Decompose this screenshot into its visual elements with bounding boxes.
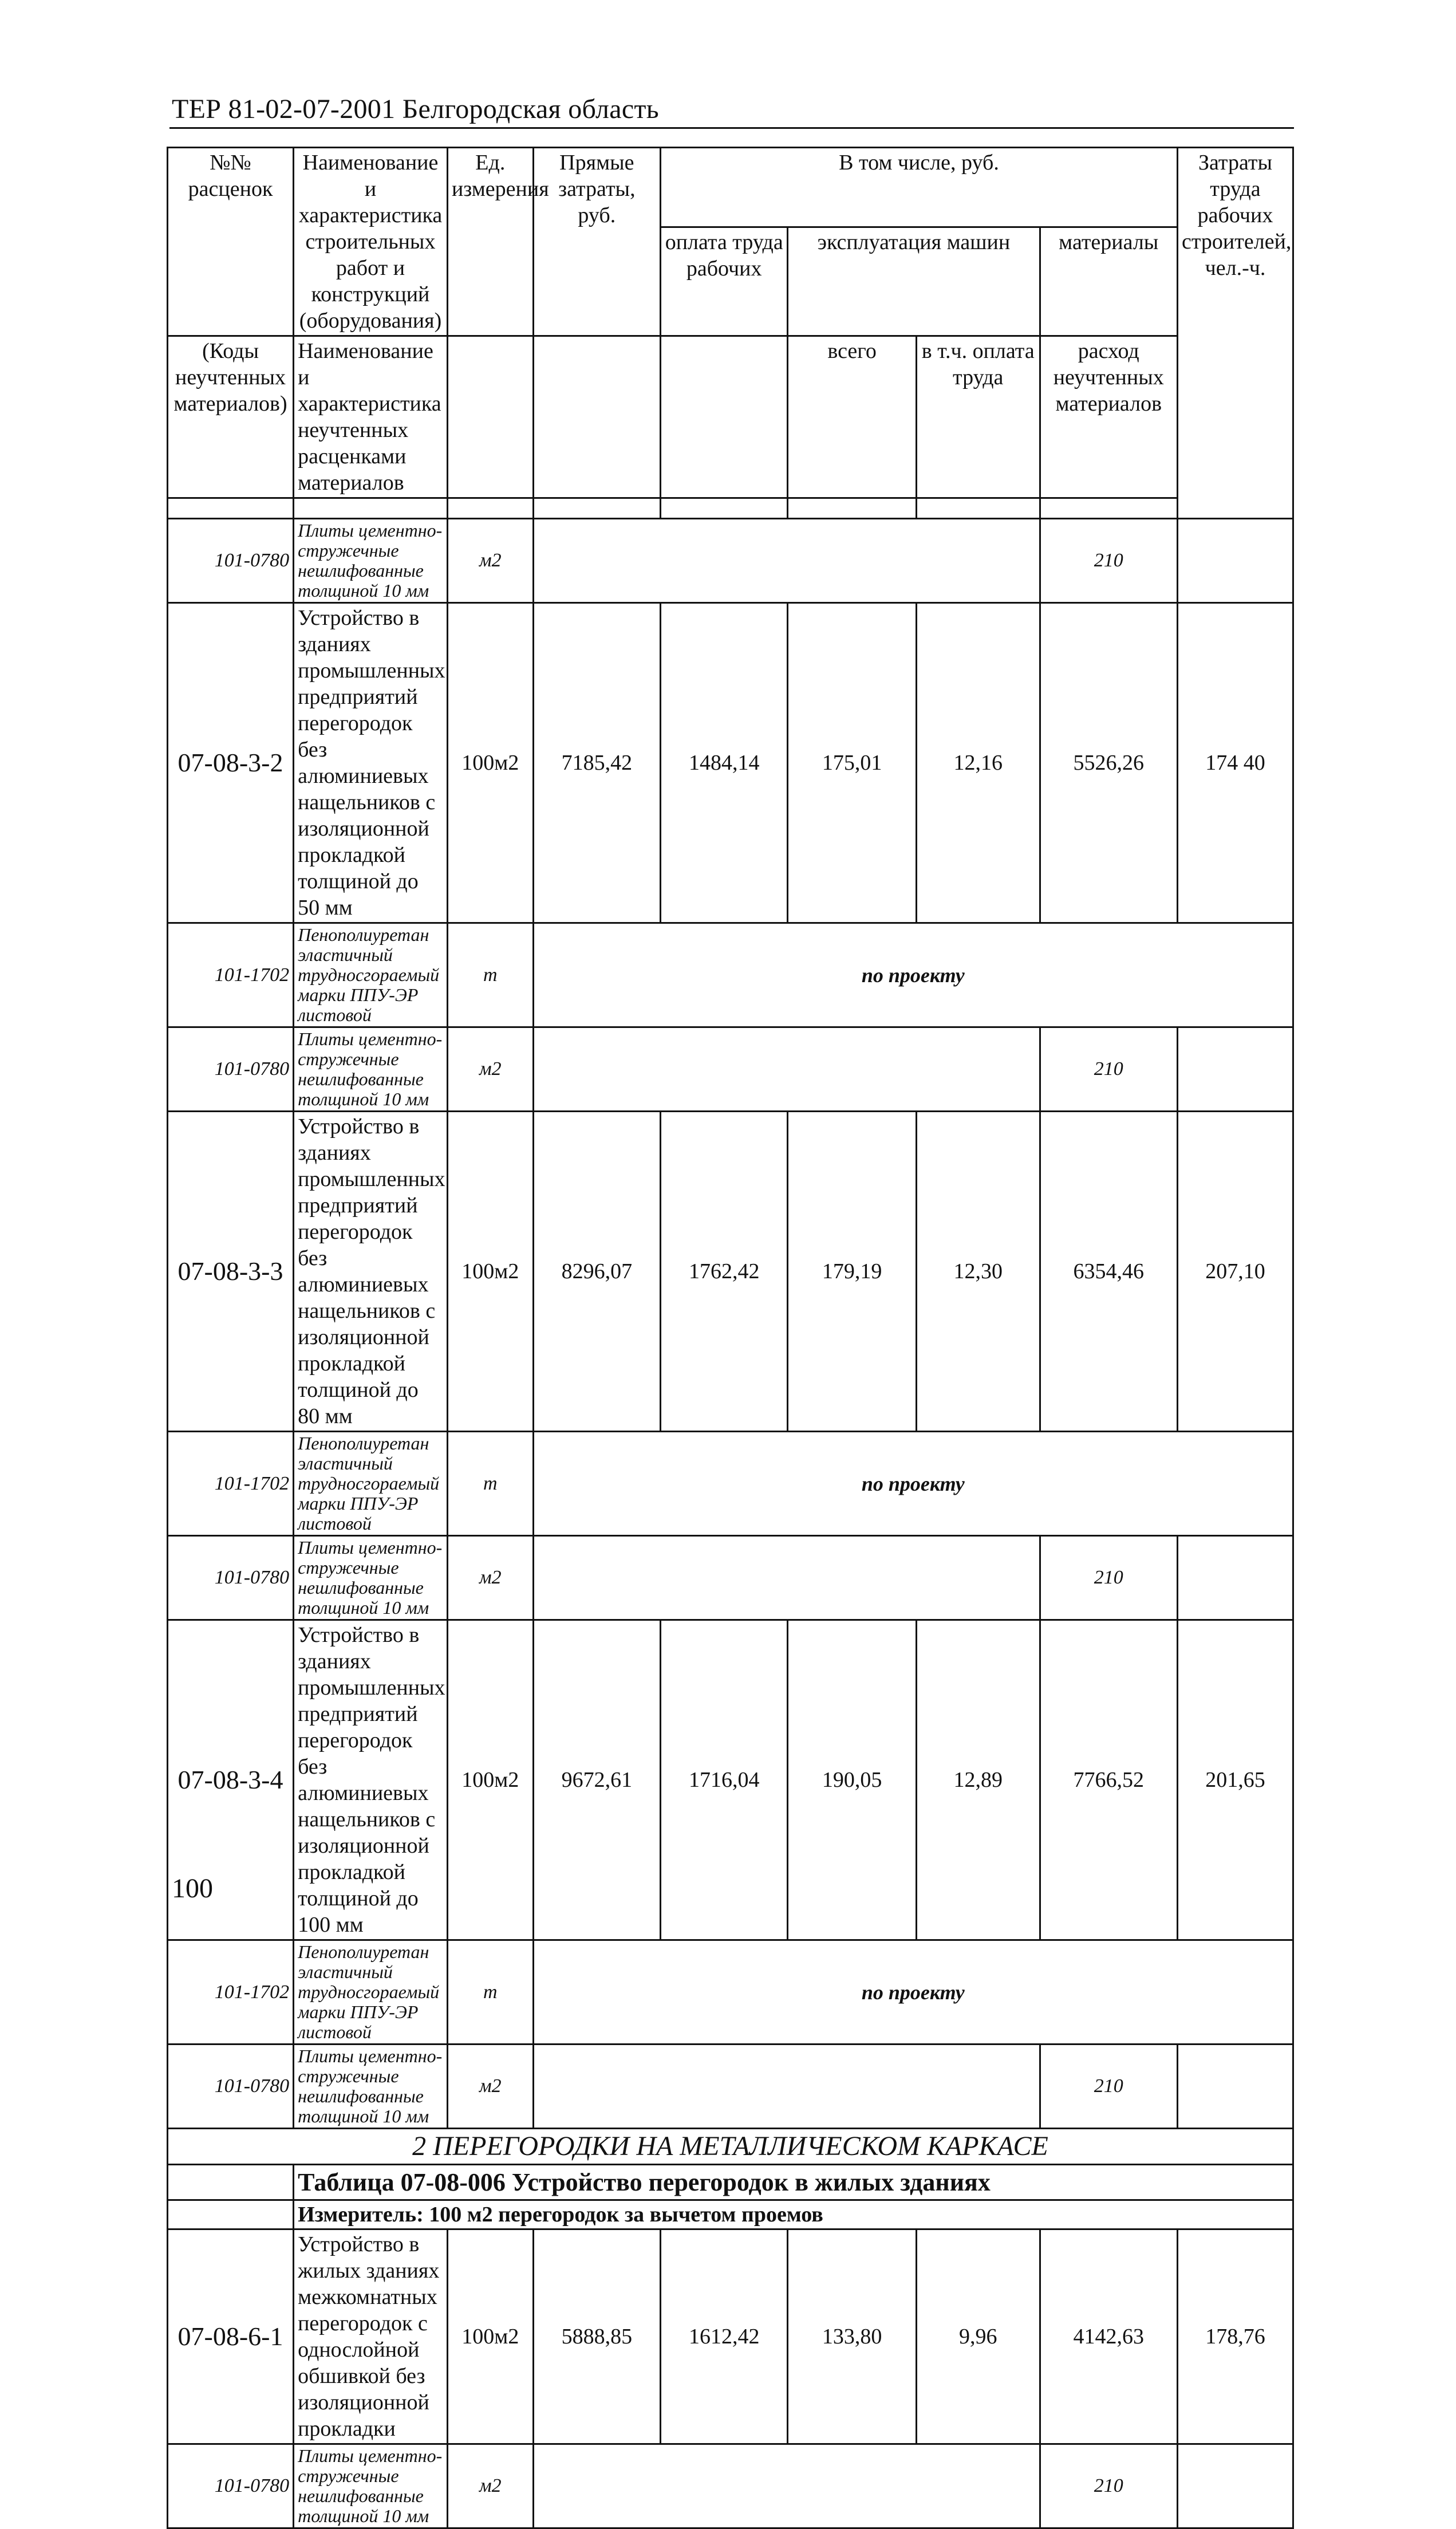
- material-code: 101-0780: [168, 1027, 294, 1112]
- header-empty-direct: [533, 336, 660, 498]
- rate-machines-total: 179,19: [788, 1112, 917, 1432]
- material-empty-labor: [1178, 519, 1293, 603]
- material-unit: т: [447, 923, 533, 1027]
- rate-name: Устройство в зданиях промышленных предприятий перегородок без алюминиевых нащельников с изоляционной прокладкой толщиной до 50 мм: [294, 603, 448, 923]
- material-unit: м2: [447, 2444, 533, 2528]
- material-row: [168, 2444, 1293, 2528]
- rate-unit: 100м2: [447, 1112, 533, 1432]
- material-name: Плиты цементно-стружечные нешлифованные толщиной 10 мм: [294, 1536, 448, 1620]
- header-spacer: [916, 498, 1040, 519]
- material-name: Плиты цементно-стружечные нешлифованные толщиной 10 мм: [294, 2444, 448, 2528]
- meter-row: [168, 2200, 1293, 2229]
- material-empty-span: [533, 1536, 1040, 1620]
- rate-materials: 4142,63: [1040, 2229, 1178, 2444]
- header-rule: [169, 127, 1294, 129]
- rate-materials: 7766,52: [1040, 1620, 1178, 1940]
- header-materials: материалы: [1040, 227, 1178, 336]
- header-name: Наименование и характеристика строительных работ и конструкций (оборудования): [294, 148, 448, 336]
- header-name-unaccounted: Наименование и характеристика неучтенных расценками материалов: [294, 336, 448, 498]
- material-empty-labor: [1178, 2444, 1293, 2528]
- material-code: 101-0780: [168, 519, 294, 603]
- header-row-3: [168, 336, 1293, 498]
- header-codes-unaccounted: (Коды неучтенных материалов): [168, 336, 294, 498]
- rate-direct-costs: 9672,61: [533, 1620, 660, 1940]
- rate-row: [168, 1620, 1293, 1940]
- header-row-1: [168, 148, 1293, 227]
- header-materials-unaccounted: расход неучтенных материалов: [1040, 336, 1178, 498]
- rate-machines-wages: 12,30: [916, 1112, 1040, 1432]
- header-spacer: [1040, 498, 1178, 519]
- page-number: 100: [172, 1873, 213, 1904]
- material-by-project: по проекту: [533, 1432, 1293, 1536]
- material-empty-labor: [1178, 2045, 1293, 2129]
- material-code: 101-1702: [168, 1432, 294, 1536]
- material-empty-span: [533, 2045, 1040, 2129]
- material-by-project: по проекту: [533, 923, 1293, 1027]
- rate-code: 07-08-3-4: [168, 1620, 294, 1940]
- material-empty-span: [533, 2444, 1040, 2528]
- table-title: Таблица 07-08-006 Устройство перегородок в жилых зданиях: [294, 2165, 1293, 2200]
- header-spacer: [447, 498, 533, 519]
- rate-code: 07-08-6-1: [168, 2229, 294, 2444]
- rate-name: Устройство в зданиях промышленных предприятий перегородок без алюминиевых нащельников с изоляционной прокладкой толщиной до 80 мм: [294, 1112, 448, 1432]
- meter-empty-cell: [168, 2200, 294, 2229]
- material-code: 101-0780: [168, 2444, 294, 2528]
- material-quantity: 210: [1040, 2045, 1178, 2129]
- header-direct-costs: Прямые затраты, руб.: [533, 148, 660, 336]
- material-code: 101-0780: [168, 2045, 294, 2129]
- rate-code: 07-08-3-2: [168, 603, 294, 923]
- material-row: [168, 1432, 1293, 1536]
- material-empty-span: [533, 1027, 1040, 1112]
- material-code: 101-1702: [168, 1940, 294, 2045]
- header-labor: Затраты труда рабочих строителей, чел.-ч.: [1178, 148, 1293, 519]
- material-unit: т: [447, 1940, 533, 2045]
- material-row: [168, 1536, 1293, 1620]
- material-name: Пенополиуретан эластичный трудносгораемый марки ППУ-ЭР листовой: [294, 1940, 448, 2045]
- material-quantity: 210: [1040, 519, 1178, 603]
- material-row: [168, 1940, 1293, 2045]
- section-title: 2 ПЕРЕГОРОДКИ НА МЕТАЛЛИЧЕСКОМ КАРКАСЕ: [168, 2129, 1293, 2165]
- material-name: Плиты цементно-стружечные нешлифованные толщиной 10 мм: [294, 1027, 448, 1112]
- rate-labor: 178,76: [1178, 2229, 1293, 2444]
- rate-machines-total: 190,05: [788, 1620, 917, 1940]
- header-empty-unit: [447, 336, 533, 498]
- rate-row: [168, 603, 1293, 923]
- material-unit: т: [447, 1432, 533, 1536]
- header-unit: Ед. измерения: [447, 148, 533, 336]
- material-by-project: по проекту: [533, 1940, 1293, 2045]
- section-row: [168, 2129, 1293, 2165]
- header-spacer: [533, 498, 660, 519]
- material-row: [168, 519, 1293, 603]
- rate-direct-costs: 7185,42: [533, 603, 660, 923]
- rate-unit: 100м2: [447, 603, 533, 923]
- material-name: Пенополиуретан эластичный трудносгораемый марки ППУ-ЭР листовой: [294, 923, 448, 1027]
- material-quantity: 210: [1040, 2444, 1178, 2528]
- table-title-empty-cell: [168, 2165, 294, 2200]
- rate-row: [168, 2229, 1293, 2444]
- rate-materials: 6354,46: [1040, 1112, 1178, 1432]
- material-name: Плиты цементно-стружечные нешлифованные толщиной 10 мм: [294, 519, 448, 603]
- rate-wages: 1612,42: [661, 2229, 788, 2444]
- rate-code: 07-08-3-3: [168, 1112, 294, 1432]
- header-empty-wages: [661, 336, 788, 498]
- material-empty-labor: [1178, 1027, 1293, 1112]
- material-row: [168, 2045, 1293, 2129]
- header-spacer: [661, 498, 788, 519]
- rate-unit: 100м2: [447, 2229, 533, 2444]
- header-machines-total: всего: [788, 336, 917, 498]
- material-empty-labor: [1178, 1536, 1293, 1620]
- material-unit: м2: [447, 2045, 533, 2129]
- material-name: Пенополиуретан эластичный трудносгораемый марки ППУ-ЭР листовой: [294, 1432, 448, 1536]
- rate-wages: 1484,14: [661, 603, 788, 923]
- rate-labor: 207,10: [1178, 1112, 1293, 1432]
- rates-table: [167, 147, 1294, 2529]
- header-spacer: [294, 498, 448, 519]
- rate-machines-wages: 9,96: [916, 2229, 1040, 2444]
- material-row: [168, 1027, 1293, 1112]
- rate-wages: 1762,42: [661, 1112, 788, 1432]
- header-row-spacer: [168, 498, 1293, 519]
- material-code: 101-1702: [168, 923, 294, 1027]
- rate-direct-costs: 8296,07: [533, 1112, 660, 1432]
- rate-machines-wages: 12,89: [916, 1620, 1040, 1940]
- header-spacer: [788, 498, 917, 519]
- page-header: ТЕР 81-02-07-2001 Белгородская область: [172, 94, 659, 124]
- rate-machines-wages: 12,16: [916, 603, 1040, 923]
- material-quantity: 210: [1040, 1027, 1178, 1112]
- table-title-row: [168, 2165, 1293, 2200]
- header-num-codes: №№ расценок: [168, 148, 294, 336]
- rate-labor: 201,65: [1178, 1620, 1293, 1940]
- material-unit: м2: [447, 1536, 533, 1620]
- rate-unit: 100м2: [447, 1620, 533, 1940]
- material-empty-span: [533, 519, 1040, 603]
- rate-row: [168, 1112, 1293, 1432]
- material-quantity: 210: [1040, 1536, 1178, 1620]
- material-unit: м2: [447, 519, 533, 603]
- rate-name: Устройство в зданиях промышленных предприятий перегородок без алюминиевых нащельников с изоляционной прокладкой толщиной до 100 мм: [294, 1620, 448, 1940]
- rate-wages: 1716,04: [661, 1620, 788, 1940]
- header-spacer: [168, 498, 294, 519]
- rate-machines-total: 175,01: [788, 603, 917, 923]
- rate-name: Устройство в жилых зданиях межкомнатных перегородок с однослойной обшивкой без изоляционной прокладки: [294, 2229, 448, 2444]
- material-unit: м2: [447, 1027, 533, 1112]
- rate-machines-total: 133,80: [788, 2229, 917, 2444]
- meter-text: Измеритель: 100 м2 перегородок за вычетом проемов: [294, 2200, 1293, 2229]
- material-code: 101-0780: [168, 1536, 294, 1620]
- rate-direct-costs: 5888,85: [533, 2229, 660, 2444]
- material-name: Плиты цементно-стружечные нешлифованные толщиной 10 мм: [294, 2045, 448, 2129]
- header-incl-group: В том числе, руб.: [661, 148, 1178, 227]
- header-machines: эксплуатация машин: [788, 227, 1040, 336]
- header-wages: оплата труда рабочих: [661, 227, 788, 336]
- rate-materials: 5526,26: [1040, 603, 1178, 923]
- rate-labor: 174 40: [1178, 603, 1293, 923]
- material-row: [168, 923, 1293, 1027]
- header-machines-wages: в т.ч. оплата труда: [916, 336, 1040, 498]
